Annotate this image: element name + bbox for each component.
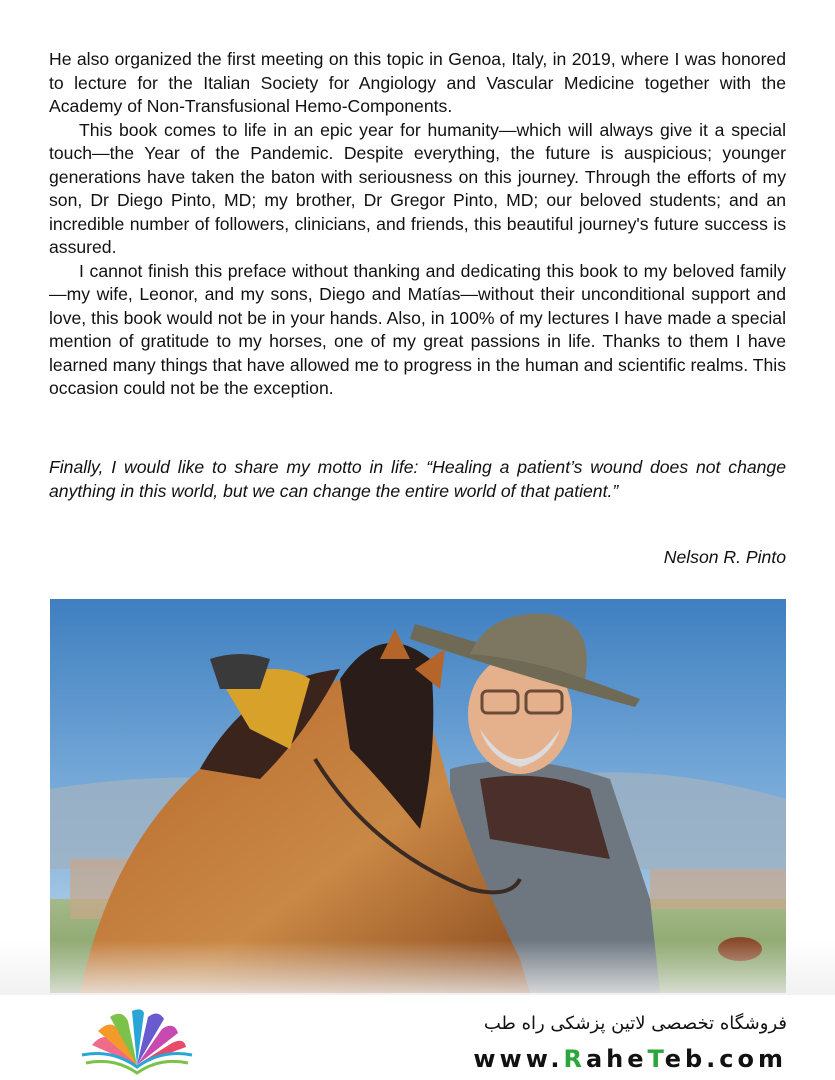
url-letter-r: R — [563, 1045, 586, 1073]
url-letter-t: T — [647, 1045, 665, 1073]
url-prefix: www. — [473, 1045, 564, 1073]
footer-banner — [0, 995, 835, 1080]
open-book-logo-icon — [72, 1005, 202, 1080]
url-mid: ahe — [585, 1045, 648, 1073]
preface-text — [49, 48, 786, 401]
store-url[interactable] — [473, 1045, 787, 1073]
paragraph-1: He also organized the first meeting on this topic in Genoa, Italy, in 2019, where I was honored to lecture for the Italian Society for Angiology and Vascular Medicine together with the Academy of Non-Transfusional Hemo-Components. — [49, 49, 786, 116]
url-suffix: eb.com — [664, 1045, 787, 1073]
author-signature: Nelson R. Pinto — [663, 547, 786, 567]
motto-text: Finally, I would like to share my motto in life: “Healing a patient’s wound does not change anything in this world, but we can change the entire world of that patient.” — [49, 457, 786, 501]
paragraph-3: I cannot finish this preface without thanking and dedicating this book to my beloved family—my wife, Leonor, and my sons, Diego and Matías—without their unconditional support and love, this book would not be in your hands. Also, in 100% of my lectures I have made a special mention of gratitude to my horses, one of my great passions in life. Thanks to them I have learned many things that have allowed me to progress in the human and scientific realms. This occasion could not be the exception. — [49, 260, 786, 398]
store-name: فروشگاه تخصصی لاتین پزشکی راه طب — [483, 1013, 787, 1034]
paragraph-2: This book comes to life in an epic year for humanity—which will always give it a special touch—the Year of the Pandemic. Despite everything, the future is auspicious; younger generations have taken the baton with seriousness on this journey. Through the efforts of my son, Dr Diego Pinto, MD; my brother, Dr Gregor Pinto, MD; our beloved students; and an incredible number of followers, clinicians, and friends, this beautiful journey's future success is assured. — [49, 119, 786, 257]
author-with-horse-photo — [50, 599, 786, 993]
footer-fade — [0, 940, 835, 1000]
